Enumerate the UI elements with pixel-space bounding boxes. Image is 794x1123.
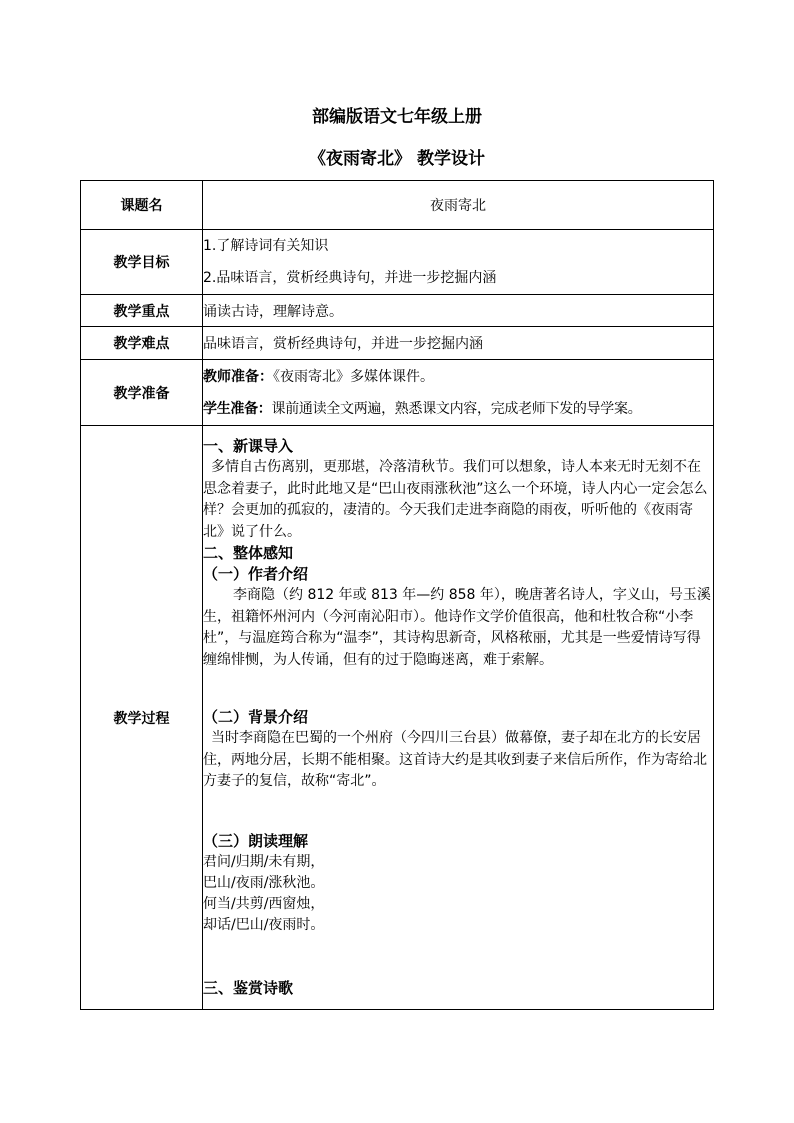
- student-preparation: [203, 398, 713, 420]
- document-subtitle: 《夜雨寄北》 教学设计: [309, 149, 485, 169]
- subsection-background-text: 当时李商隐在巴蜀的一个州府（今四川三台县）做幕僚，妻子却在北方的长安居住，两地分居，长期不能相聚。这首诗大约是其收到妻子来信后所作，作为寄给北方妻子的复信，故称“寄北”。: [203, 730, 707, 790]
- difficulties-label: 教学难点: [81, 327, 203, 360]
- subsection-author-text: 李商隐（约 812 年或 813 年—约 858 年），晚唐著名诗人，字义山，号玉溪生，祖籍怀州河内（今河南沁阳市）。他诗作文学价值很高，他和杜牧合称“小李杜”，与温庭筠合称为“温李”，其诗构思新奇，风格秾丽，尤其是一些爱情诗写得缠绵悱恻，为人传诵，但有的过于隐晦迷离，难于索解。: [203, 587, 711, 668]
- key-points-label: 教学重点: [81, 295, 203, 327]
- goals-content: [203, 230, 714, 295]
- subsection-author-title: （一）作者介绍: [203, 565, 309, 584]
- goal-item: 1.了解诗词有关知识: [203, 238, 329, 254]
- student-preparation-label: 学生准备：: [203, 400, 272, 417]
- poem-line: 何当/共剪/西窗烛，: [203, 895, 325, 912]
- row-goals: [81, 230, 714, 295]
- goals-label: 教学目标: [81, 230, 203, 295]
- topic-value: 夜雨寄北: [203, 181, 714, 230]
- row-preparation: [81, 360, 714, 426]
- teacher-preparation-label: 教师准备：: [203, 368, 273, 385]
- subsection-reading-title: （三）朗读理解: [203, 831, 309, 850]
- process-label: 教学过程: [81, 426, 203, 1010]
- document-title: 部编版语文七年级上册: [312, 107, 482, 127]
- student-preparation-text: 课前通读全文两遍，熟悉课文内容，完成老师下发的导学案。: [271, 400, 642, 417]
- key-points-value: 诵读古诗，理解诗意。: [203, 295, 714, 327]
- section-overview-title: 二、整体感知: [203, 544, 294, 563]
- poem-line: 君问/归期/未有期，: [203, 853, 325, 870]
- section-intro-title: 一、新课导入: [203, 437, 294, 456]
- topic-label: 课题名: [81, 181, 203, 230]
- preparation-content: [203, 360, 714, 426]
- lesson-plan-table: [80, 180, 714, 1010]
- section-intro-text: 多情自古伤离别，更那堪，冷落清秋节。我们可以想象，诗人本来无时无刻不在思念着妻子，此时此地又是“巴山夜雨涨秋池”这么一个环境，诗人内心一定会怎么样？会更加的孤寂的，凄清的。今天我们走进李商隐的雨夜，听听他的《夜雨寄北》说了什么。: [203, 459, 708, 540]
- process-content: [203, 426, 714, 1010]
- teacher-preparation: [203, 366, 713, 388]
- poem-line: 却话/巴山/夜雨时。: [203, 916, 325, 933]
- row-key-points: [81, 295, 714, 327]
- poem-line: 巴山/夜雨/涨秋池。: [203, 874, 325, 891]
- preparation-label: 教学准备: [81, 360, 203, 426]
- difficulties-value: 品味语言，赏析经典诗句，并进一步挖掘内涵: [203, 327, 714, 360]
- row-topic: [81, 181, 714, 230]
- row-process: [81, 426, 714, 1010]
- section-appreciation-title: 三、鉴赏诗歌: [203, 978, 294, 997]
- row-difficulties: [81, 327, 714, 360]
- subsection-background-title: （二）背景介绍: [203, 708, 309, 727]
- goal-item: 2.品味语言，赏析经典诗句，并进一步挖掘内涵: [203, 270, 497, 286]
- teacher-preparation-text: 《夜雨寄北》多媒体课件。: [273, 368, 434, 385]
